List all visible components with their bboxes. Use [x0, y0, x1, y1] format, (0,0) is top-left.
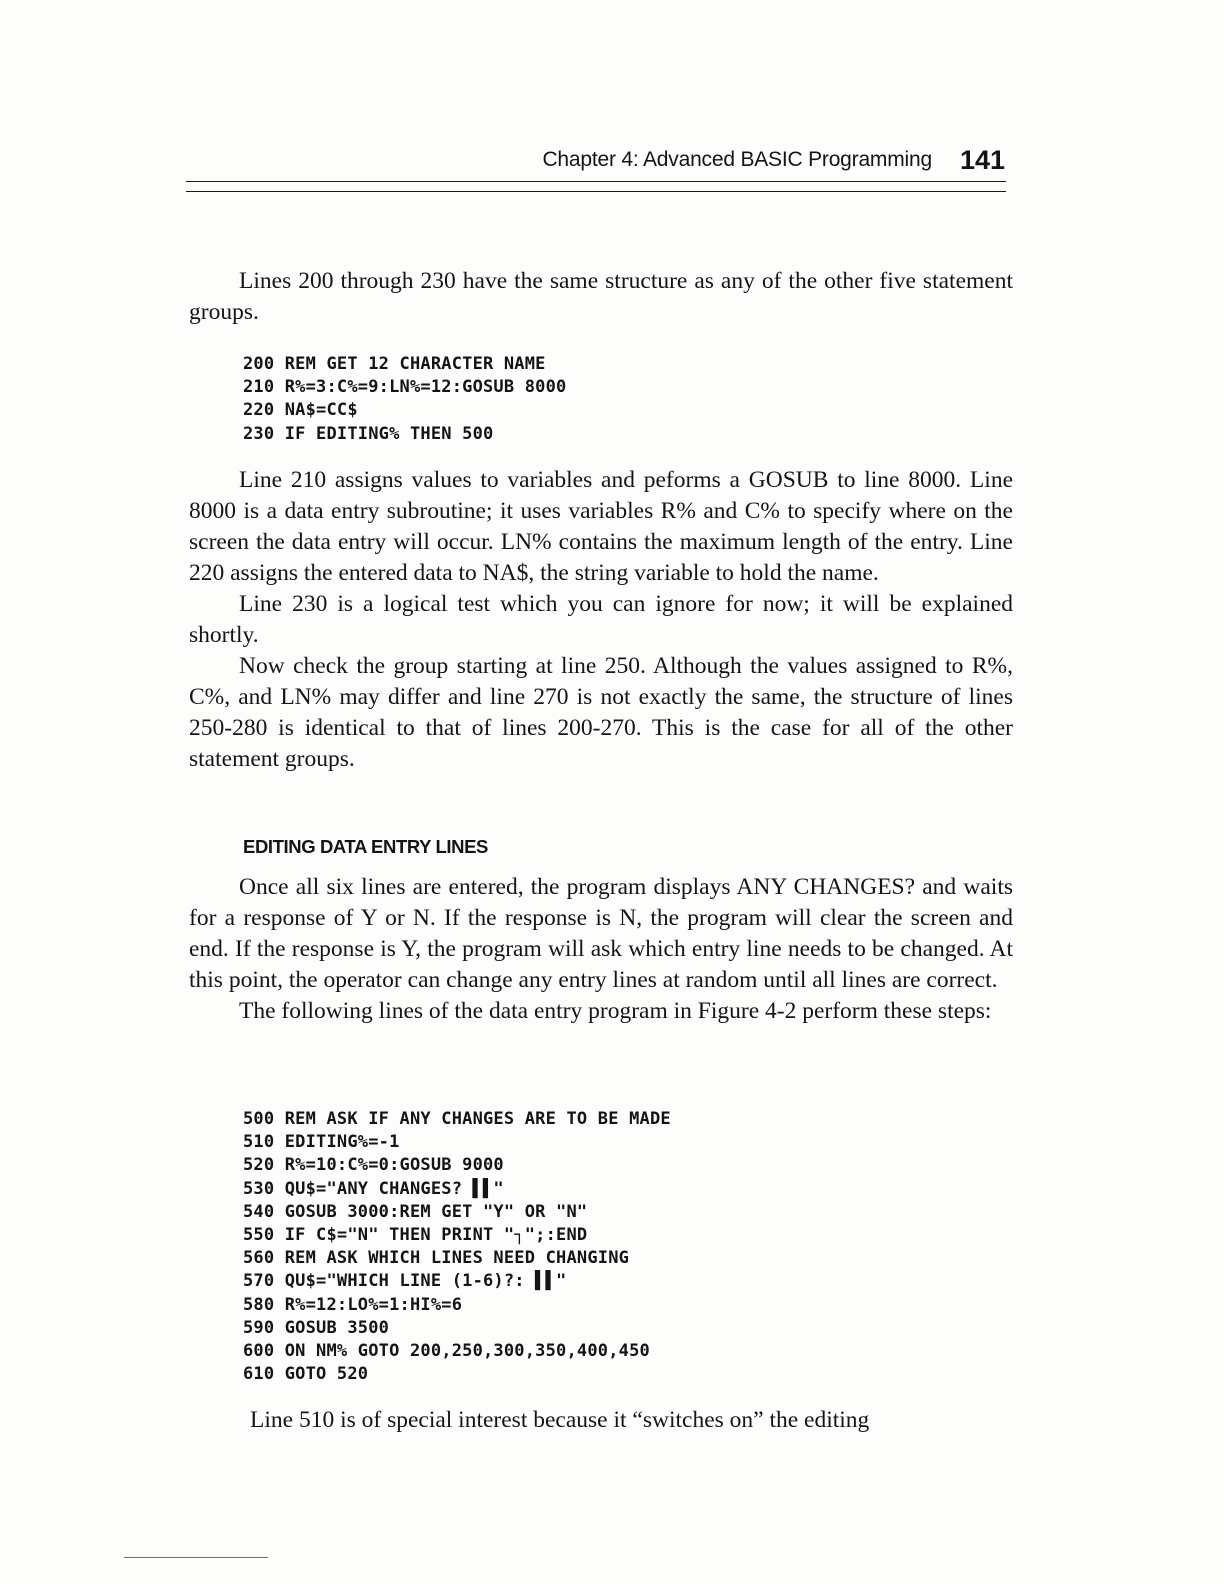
code-line: 540 GOSUB 3000:REM GET "Y" OR "N" [243, 1201, 588, 1222]
code-line: 570 QU$="WHICH LINE (1-6)?: ▌▌" [243, 1271, 567, 1292]
code-line: 220 NA$=CC$ [243, 400, 358, 421]
code-line: 600 ON NM% GOTO 200,250,300,350,400,450 [243, 1341, 650, 1362]
code-line: 200 REM GET 12 CHARACTER NAME [243, 354, 546, 374]
chapter-title: Chapter 4: Advanced BASIC Programming [542, 148, 932, 171]
running-header [190, 138, 1005, 174]
code-line: 550 IF C$="N" THEN PRINT "┐";:END [243, 1225, 588, 1246]
code-listing-name [243, 353, 566, 446]
paragraph: Line 210 assigns values to variables and peforms a GOSUB to line 8000. Line 8000 is a data entry subroutine; it uses variables R% and C% to specify where on the screen the data entry will occur. LN% contains the maximum length of the entry. Line 220 assigns the entered data to NA$, the string variable to hold the name. [189, 467, 1013, 586]
code-line: 610 GOTO 520 [243, 1364, 369, 1385]
header-rule-bottom [186, 191, 1006, 192]
code-listing-editing [243, 1108, 671, 1386]
paragraph: Once all six lines are entered, the program displays ANY CHANGES? and waits for a response of Y or N. If the response is N, the program will clear the screen and end. If the response is Y, the program will ask which entry line needs to be changed. At this point, the operator can change any entry lines at random until all lines are correct. [189, 874, 1013, 993]
footer-mark [124, 1557, 268, 1558]
paragraph: Line 510 is of special interest because it “switches on” the editing [250, 1407, 870, 1433]
code-line: 580 R%=12:LO%=1:HI%=6 [243, 1294, 463, 1315]
closing-text [196, 1405, 1018, 1436]
code-line: 500 REM ASK IF ANY CHANGES ARE TO BE MADE [243, 1109, 671, 1129]
code-line: 520 R%=10:C%=0:GOSUB 9000 [243, 1155, 504, 1176]
code-line: 510 EDITING%=-1 [243, 1132, 400, 1153]
intro-text [189, 266, 1013, 328]
code-line: 230 IF EDITING% THEN 500 [243, 423, 494, 444]
section-heading: EDITING DATA ENTRY LINES [243, 836, 488, 857]
code-line: 210 R%=3:C%=9:LN%=12:GOSUB 8000 [243, 377, 567, 398]
code-line: 530 QU$="ANY CHANGES? ▌▌" [243, 1178, 504, 1199]
code-line: 590 GOSUB 3500 [243, 1317, 390, 1338]
header-rule-top [186, 181, 1006, 182]
code-line: 560 REM ASK WHICH LINES NEED CHANGING [243, 1248, 630, 1269]
paragraph: Lines 200 through 230 have the same structure as any of the other five statement groups. [189, 268, 1013, 325]
page-number: 141 [959, 145, 1005, 175]
paragraph: Now check the group starting at line 250. Although the values assigned to R%, C%, and LN% may differ and line 270 is not exactly the same, the structure of lines 250-280 is identical to that of lines 200-270. This is the case for all of the other statement groups. [189, 653, 1013, 772]
editing-text [189, 872, 1013, 1027]
paragraph: The following lines of the data entry program in Figure 4-2 perform these steps: [239, 998, 992, 1024]
explanation-text [189, 465, 1013, 775]
paragraph: Line 230 is a logical test which you can ignore for now; it will be explained shortly. [189, 591, 1013, 648]
